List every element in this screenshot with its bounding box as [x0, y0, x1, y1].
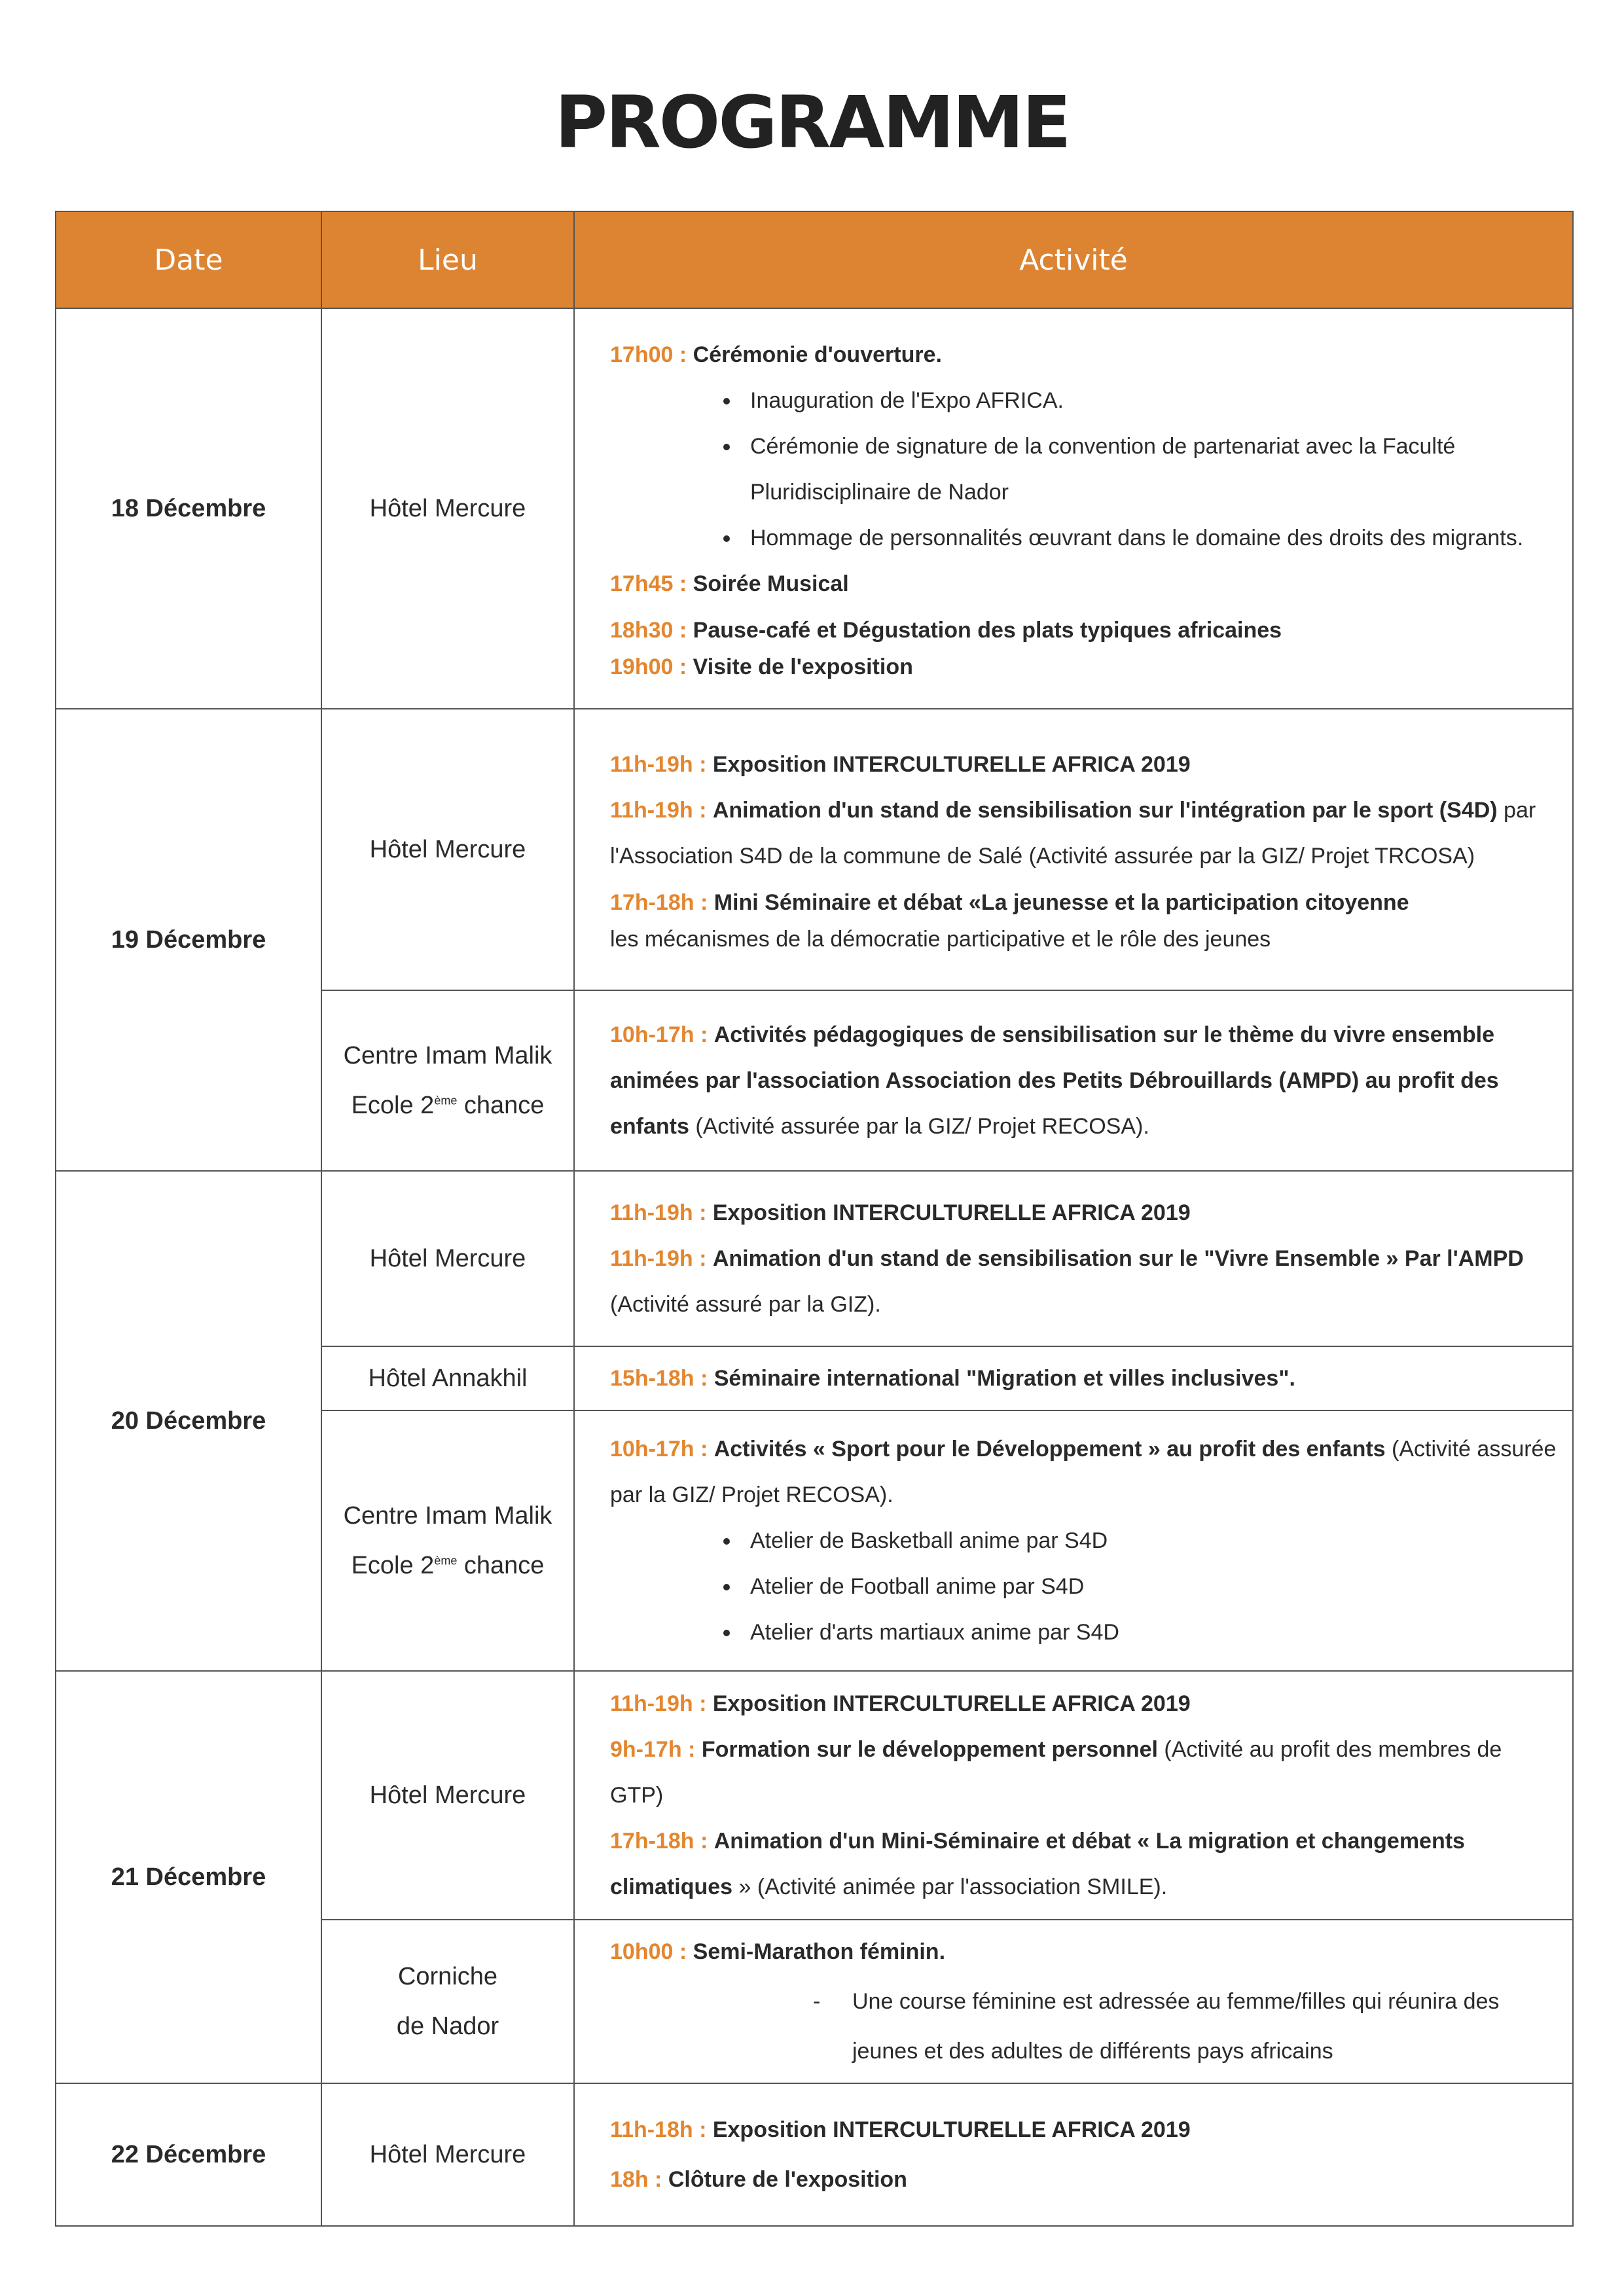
activity-title: Exposition INTERCULTURELLE AFRICA 2019	[712, 1200, 1191, 1225]
lieu-line	[322, 1541, 573, 1590]
activity-cell	[574, 990, 1573, 1171]
activity-time: 11h-19h :	[610, 1691, 707, 1716]
activity-detail: (Activité assurée par la GIZ/ Projet RECOSA).	[689, 1114, 1149, 1139]
list-item: - Une course féminine est adressée au femme/filles qui réunira des jeunes et des adultes de différents pays africains	[846, 1977, 1557, 2076]
activity-line	[610, 1727, 1557, 1818]
table-header-row	[56, 211, 1573, 308]
activity-line	[610, 742, 1557, 787]
activity-title: Formation sur le développement personnel	[701, 1737, 1158, 1762]
activity-time: 18h30 :	[610, 618, 687, 643]
activity-detail: (Activité assuré par la GIZ).	[610, 1292, 881, 1317]
lieu-cell: Hôtel Annakhil	[321, 1346, 574, 1410]
table-row	[56, 1671, 1573, 1920]
activity-line	[610, 561, 1557, 607]
activity-time: 11h-19h :	[610, 1246, 707, 1271]
activity-line	[610, 1190, 1557, 1236]
programme-table	[55, 211, 1574, 2227]
activity-line	[610, 1681, 1557, 1727]
date-cell: 19 Décembre	[56, 709, 321, 1171]
activity-title: Exposition INTERCULTURELLE AFRICA 2019	[712, 752, 1191, 777]
lieu-cell	[321, 1410, 574, 1671]
lieu-text: chance	[457, 1552, 545, 1579]
activity-cell	[574, 2083, 1573, 2226]
bullet-list	[610, 378, 1557, 561]
lieu-superscript: ème	[434, 1554, 458, 1568]
activity-line	[610, 2155, 1557, 2204]
activity-cell	[574, 709, 1573, 990]
table-row	[56, 709, 1573, 990]
lieu-line: Centre Imam Malik	[343, 1502, 552, 1530]
activity-title: Animation d'un stand de sensibilisation sur l'intégration par le sport (S4D)	[712, 798, 1498, 823]
bullet-list	[610, 1518, 1557, 1655]
activity-time: 19h00 :	[610, 655, 687, 679]
activity-cell	[574, 1671, 1573, 1920]
activity-cell	[574, 1920, 1573, 2083]
activity-time: 11h-19h :	[610, 1200, 707, 1225]
activity-line	[610, 1012, 1557, 1149]
activity-line	[610, 1426, 1557, 1518]
list-item: • Atelier d'arts martiaux anime par S4D	[741, 1609, 1557, 1655]
activity-time: 17h00 :	[610, 342, 687, 367]
table-row	[56, 1171, 1573, 1346]
lieu-line	[322, 1081, 573, 1130]
activity-cell	[574, 1410, 1573, 1671]
activity-time: 17h-18h :	[610, 890, 708, 915]
activity-time: 11h-19h :	[610, 798, 707, 823]
lieu-cell: Hôtel Mercure	[321, 2083, 574, 2226]
activity-title: Animation d'un Mini-Séminaire et débat « La migration et changements climatiques	[610, 1829, 1465, 1899]
date-cell: 20 Décembre	[56, 1171, 321, 1671]
lieu-line: Corniche	[397, 1963, 498, 1990]
activity-time: 17h-18h :	[610, 1829, 708, 1854]
activity-line	[610, 1355, 1557, 1401]
activity-detail: les mécanismes de la démocratie participative et le rôle des jeunes	[610, 927, 1271, 952]
activity-line	[610, 649, 1557, 685]
activity-time: 10h00 :	[610, 1939, 687, 1964]
header-activite: Activité	[574, 211, 1573, 308]
lieu-line: de Nador	[396, 2013, 499, 2040]
activity-time: 9h-17h :	[610, 1737, 696, 1762]
table-row	[56, 308, 1573, 709]
list-item: • Atelier de Basketball anime par S4D	[741, 1518, 1557, 1564]
activity-line	[610, 2105, 1557, 2155]
lieu-text: chance	[457, 1092, 545, 1119]
activity-line	[610, 787, 1557, 879]
activity-cell	[574, 1171, 1573, 1346]
lieu-cell: Hôtel Mercure	[321, 308, 574, 709]
lieu-cell: Hôtel Mercure	[321, 709, 574, 990]
list-item: • Hommage de personnalités œuvrant dans le domaine des droits des migrants.	[741, 515, 1557, 561]
activity-detail: par l'Association S4D de la commune de Salé (Activité assurée par la GIZ/ Projet TRCOSA)	[610, 798, 1536, 869]
list-item: • Inauguration de l'Expo AFRICA.	[741, 378, 1557, 423]
date-cell: 22 Décembre	[56, 2083, 321, 2226]
activity-title: Séminaire international "Migration et villes inclusives".	[713, 1366, 1295, 1391]
activity-line	[610, 1236, 1557, 1282]
activity-title: Visite de l'exposition	[693, 655, 913, 679]
activity-time: 18h :	[610, 2167, 662, 2192]
activity-cell	[574, 308, 1573, 709]
activity-cell	[574, 1346, 1573, 1410]
activity-time: 15h-18h :	[610, 1366, 708, 1391]
activity-title: Exposition INTERCULTURELLE AFRICA 2019	[712, 1691, 1191, 1716]
lieu-cell	[321, 1920, 574, 2083]
activity-time: 10h-17h :	[610, 1437, 708, 1462]
activity-line	[610, 332, 1557, 378]
lieu-cell: Hôtel Mercure	[321, 1671, 574, 1920]
lieu-cell	[321, 990, 574, 1171]
activity-detail: (Activité assurée par la GIZ/ Projet RECOSA).	[610, 1437, 1557, 1507]
activity-detail: » (Activité animée par l'association SMILE).	[732, 1874, 1168, 1899]
activity-title: Semi-Marathon féminin.	[693, 1939, 946, 1964]
activity-time: 17h45 :	[610, 571, 687, 596]
activity-title: Animation d'un stand de sensibilisation sur le "Vivre Ensemble » Par l'AMPD	[712, 1246, 1524, 1271]
activity-title: Cérémonie d'ouverture.	[693, 342, 942, 367]
activity-line	[610, 1927, 1557, 1977]
activity-title: Activités « Sport pour le Développement » au profit des enfants	[713, 1437, 1386, 1462]
activity-detail: (Activité au profit des membres de GTP)	[610, 1737, 1502, 1808]
lieu-text: Ecole 2	[351, 1092, 435, 1119]
header-lieu: Lieu	[321, 211, 574, 308]
activity-title: Pause-café et Dégustation des plats typiques africaines	[693, 618, 1282, 643]
activity-line	[610, 612, 1557, 649]
list-item: • Cérémonie de signature de la convention de partenariat avec la Faculté Pluridisciplinaire de Nador	[741, 423, 1557, 515]
page-title: PROGRAMME	[554, 81, 1070, 164]
activity-line	[610, 884, 1557, 921]
table-row	[56, 2083, 1573, 2226]
date-cell: 21 Décembre	[56, 1671, 321, 2083]
activity-title: Activités pédagogiques de sensibilisation sur le thème du vivre ensemble animées par l'association Association des Petits Débrouillards (AMPD) au profit des enfants	[610, 1022, 1499, 1139]
lieu-line: Centre Imam Malik	[343, 1042, 552, 1069]
activity-title: Mini Séminaire et débat «La jeunesse et la participation citoyenne	[713, 890, 1409, 915]
list-item: • Atelier de Football anime par S4D	[741, 1564, 1557, 1609]
lieu-superscript: ème	[434, 1094, 458, 1107]
header-date: Date	[56, 211, 321, 308]
activity-time: 10h-17h :	[610, 1022, 708, 1047]
activity-title: Soirée Musical	[693, 571, 849, 596]
lieu-text: Ecole 2	[351, 1552, 435, 1579]
dash-list	[610, 1977, 1557, 2076]
activity-title: Clôture de l'exposition	[668, 2167, 907, 2192]
lieu-cell: Hôtel Mercure	[321, 1171, 574, 1346]
activity-time: 11h-18h :	[610, 2117, 707, 2142]
activity-line	[610, 1818, 1557, 1910]
activity-time: 11h-19h :	[610, 752, 707, 777]
activity-title: Exposition INTERCULTURELLE AFRICA 2019	[712, 2117, 1191, 2142]
date-cell: 18 Décembre	[56, 308, 321, 709]
